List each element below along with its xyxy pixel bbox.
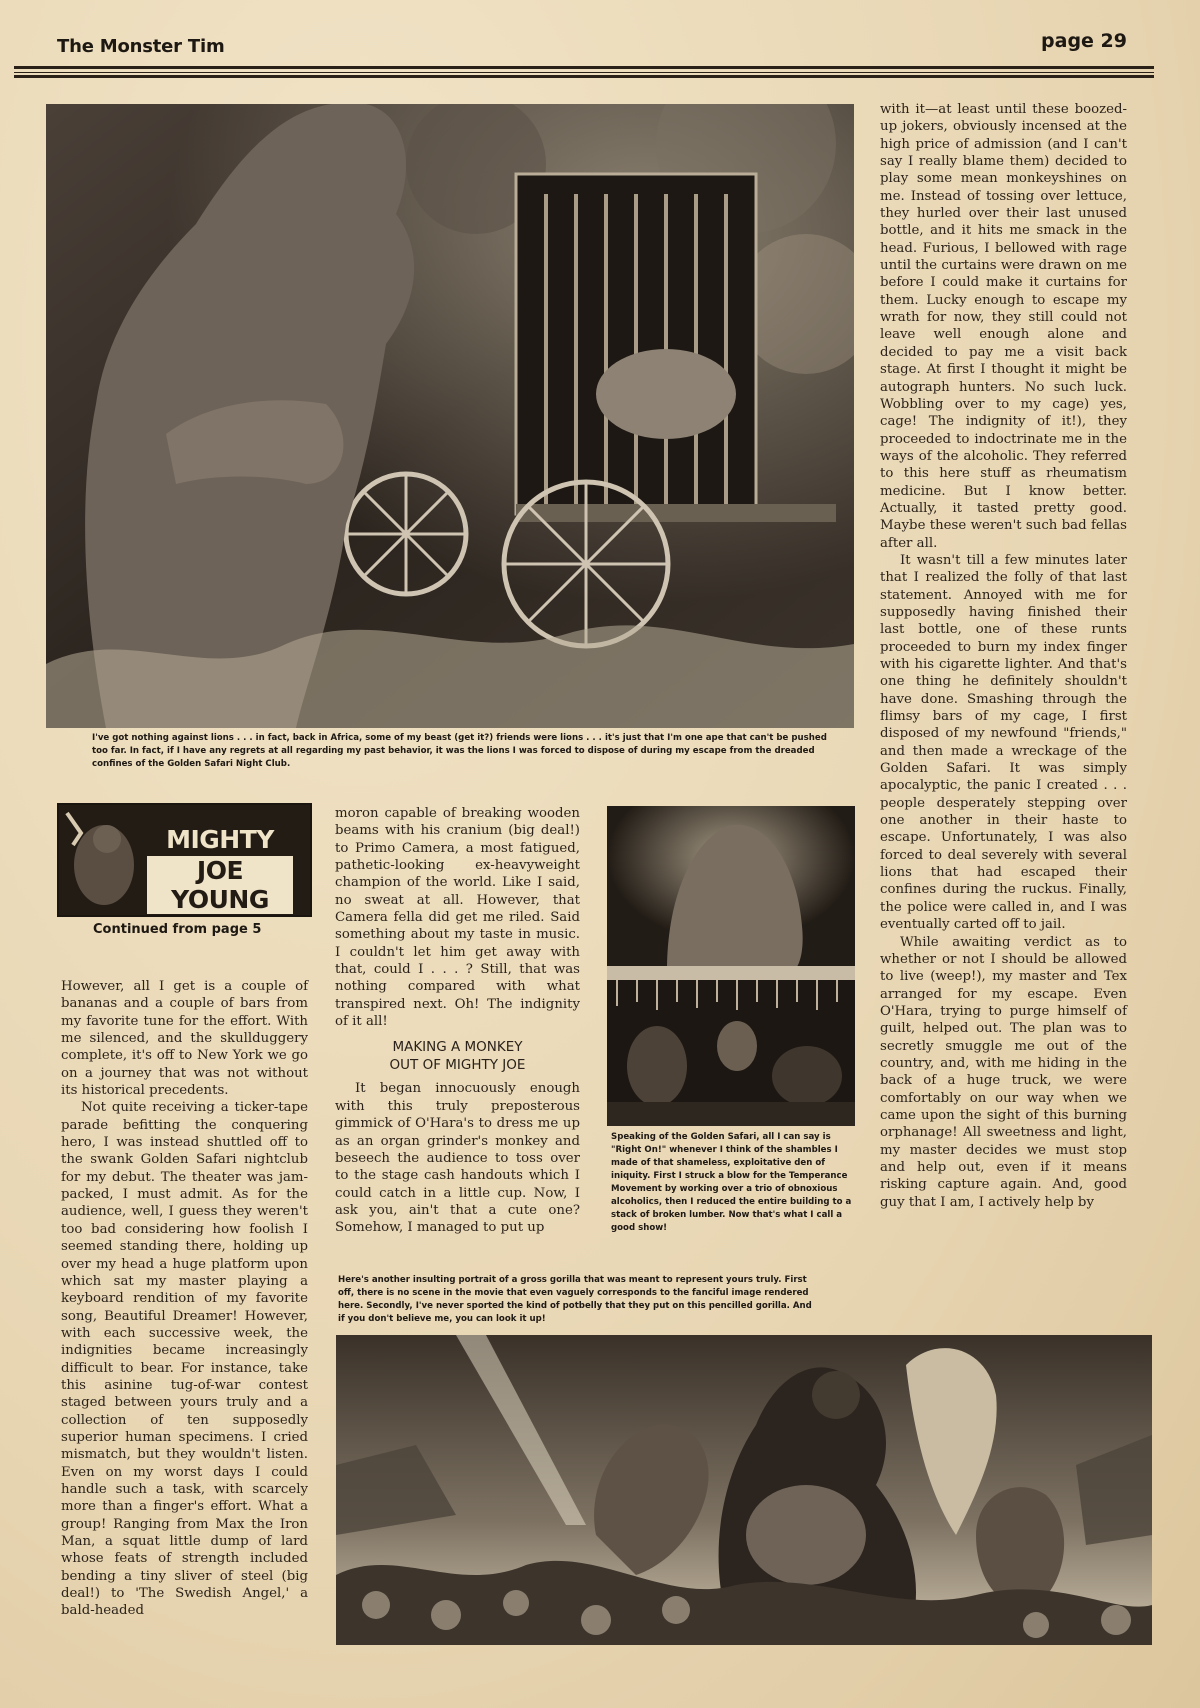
logo-line-2: JOE YOUNG: [147, 856, 293, 914]
column-2-paragraph: moron capable of breaking wooden beams with his cranium (big deal!) to Primo Camera, a most fatigued, pathetic-looking ex-heavyweight champion of the world. Like I said, no sweat at all. However, that Camera fella did get me riled. Said something about my taste in music. I couldn't let him get away with that, could I . . . ? Still, that was nothing compared with what transpired next. Oh! The indignity of it all!: [335, 806, 580, 1030]
column-3-paragraph: with it—at least until these boozed-up jokers, obviously incensed at the high price of admission (and I can't say I really blame them) decided to play some mean monkeyshines on me. Instead of tossing over lettuce, they hurled over their last unused bottle, and it hits me smack in the head. Furious, I bellowed with rage until the curtains were drawn on me before I could make it curtains for them. Lucky enough to escape my wrath for now, they still could not leave well enough alone and decided to pay me a visit back stage. At first I thought it might be autograph hunters. No such luck. Wobbling over to my cage) yes, cage! The indignity of it!), they proceeded to indoctrinate me in the ways of the alcoholic. They referred to this here stuff as rheumatism medicine. But I know better. Actually, it tasted pretty good. Maybe these weren't such bad fellas after all.: [880, 102, 1127, 551]
column-1-paragraph: Not quite receiving a ticker-tape parade befitting the conquering hero, I was instead shuttled off to the swank Golden Safari nightclub for my debut. The theater was jam-packed, I must admit. As for the audience, well, I guess they weren't too bad considering how foolish I seemed standing there, holding up over my head a huge platform upon which sat my master playing a keyboard rendition of my favorite song, Beautiful Dreamer! However, with each successive week, the indignities became increasingly difficult to bear. For instance, take this asinine tug-of-war contest staged between yours truly and a collection of ten supposedly superior human specimens. I cried mismatch, but they wouldn't listen. Even on my worst days I could handle such a task, with scarcely more than a finger's effort. What a group! Ranging from Max the Iron Man, a squat little dump of lard whose feats of strength included bending a tiny sliver of steel (big deal!) to 'The Swedish Angel,' a bald-headed: [61, 1100, 308, 1619]
column-3: [880, 101, 1127, 1211]
section-subhead: [335, 1038, 580, 1074]
header-rule-top: [14, 66, 1154, 69]
logo-line-1: MIGHTY: [166, 825, 274, 854]
continued-line: Continued from page 5: [93, 922, 262, 937]
column-2: [335, 805, 580, 1237]
middle-photo-caption: Speaking of the Golden Safari, all I can say is "Right On!" whenever I think of the shambles I made of that shameless, exploitative den of iniquity. First I struck a blow for the Temperance Movement by working over a trio of obnoxious alcoholics, then I reduced the entire building to a stack of broken lumber. Now that's what I call a good show!: [611, 1132, 852, 1233]
page-number: page 29: [1041, 30, 1127, 52]
bottom-illustration-caption: Here's another insulting portrait of a gross gorilla that was meant to represent yours truly. First off, there is no scene in the movie that even vaguely corresponds to the fanciful image rendered here. Secondly, I've never sported the kind of potbelly that they put on this pencilled gorilla. And if you don't believe me, you can look it up!: [338, 1275, 812, 1324]
column-3-paragraph: While awaiting verdict as to whether or not I should be allowed to live (weep!), my master and Tex arranged for my escape. Even O'Hara, trying to purge himself of guilt, helped out. The plan was to secretly smuggle me out of the country, and, with me hiding in the back of a huge truck, we were comfortably on our way when we came upon the sight of this burning orphanage! All sweetness and light, my master decides we must stop and help out, even if it means risking capture again. And, good guy that I am, I actively help by: [880, 934, 1127, 1210]
header-rule-mid: [14, 72, 1154, 73]
mighty-joe-young-logo: [57, 803, 312, 917]
subhead-line-2: OUT OF MIGHTY JOE: [389, 1057, 526, 1074]
logo-title: [139, 825, 301, 914]
gorilla-poster-illustration: [336, 1335, 1152, 1645]
column-2-paragraph: It began innocuously enough with this truly preposterous gimmick of O'Hara's to dress me up as an organ grinder's monkey and beseech the audience to toss over to the stage cash handouts which I could catch in a little cup. Now, I ask you, ain't that a cute one? Somehow, I managed to put up: [335, 1081, 580, 1236]
column-1: [61, 978, 308, 1620]
gorilla-logo-icon: [59, 805, 139, 915]
column-1-paragraph: However, all I get is a couple of bananas and a couple of bars from my favorite tune for the effort. With me silenced, and the skullduggery complete, it's off to New York we go on a journey that was not without its historical precedents.: [61, 979, 308, 1099]
column-3-paragraph: It wasn't till a few minutes later that I realized the folly of that last statement. Annoyed with me for supposedly having finished their last bottle, one of these runts proceeded to burn my index finger with his cigarette lighter. And that's one thing he definitely shouldn't have done. Smashing through the flimsy bars of my cage, I first disposed of my newfound "friends," and then made a wreckage of the Golden Safari. It was simply apocalyptic, the panic I created . . . people desperately stepping over one another in their haste to escape. Unfortunately, I was also forced to deal severely with several lions that had escaped their confines during the ruckus. Finally, the police were called in, and I was eventually carted off to jail.: [880, 552, 1127, 933]
header-rule-bottom: [14, 75, 1154, 78]
top-photo-caption: I've got nothing against lions . . . in fact, back in Africa, some of my beast (get it?) friends were lions . . . it's just that I'm one ape that can't be pushed too far. In fact, if I have any regrets at all regarding my past behavior, it was the lions I was forced to dispose of during my escape from the dreaded confines of the Golden Safari Night Club.: [92, 733, 827, 769]
publication-title: The Monster Tim: [57, 36, 225, 57]
subhead-line-1: MAKING A MONKEY: [392, 1039, 523, 1056]
golden-safari-stage-photo: [607, 806, 855, 1126]
gorilla-cage-wagon-photo: [46, 104, 854, 728]
